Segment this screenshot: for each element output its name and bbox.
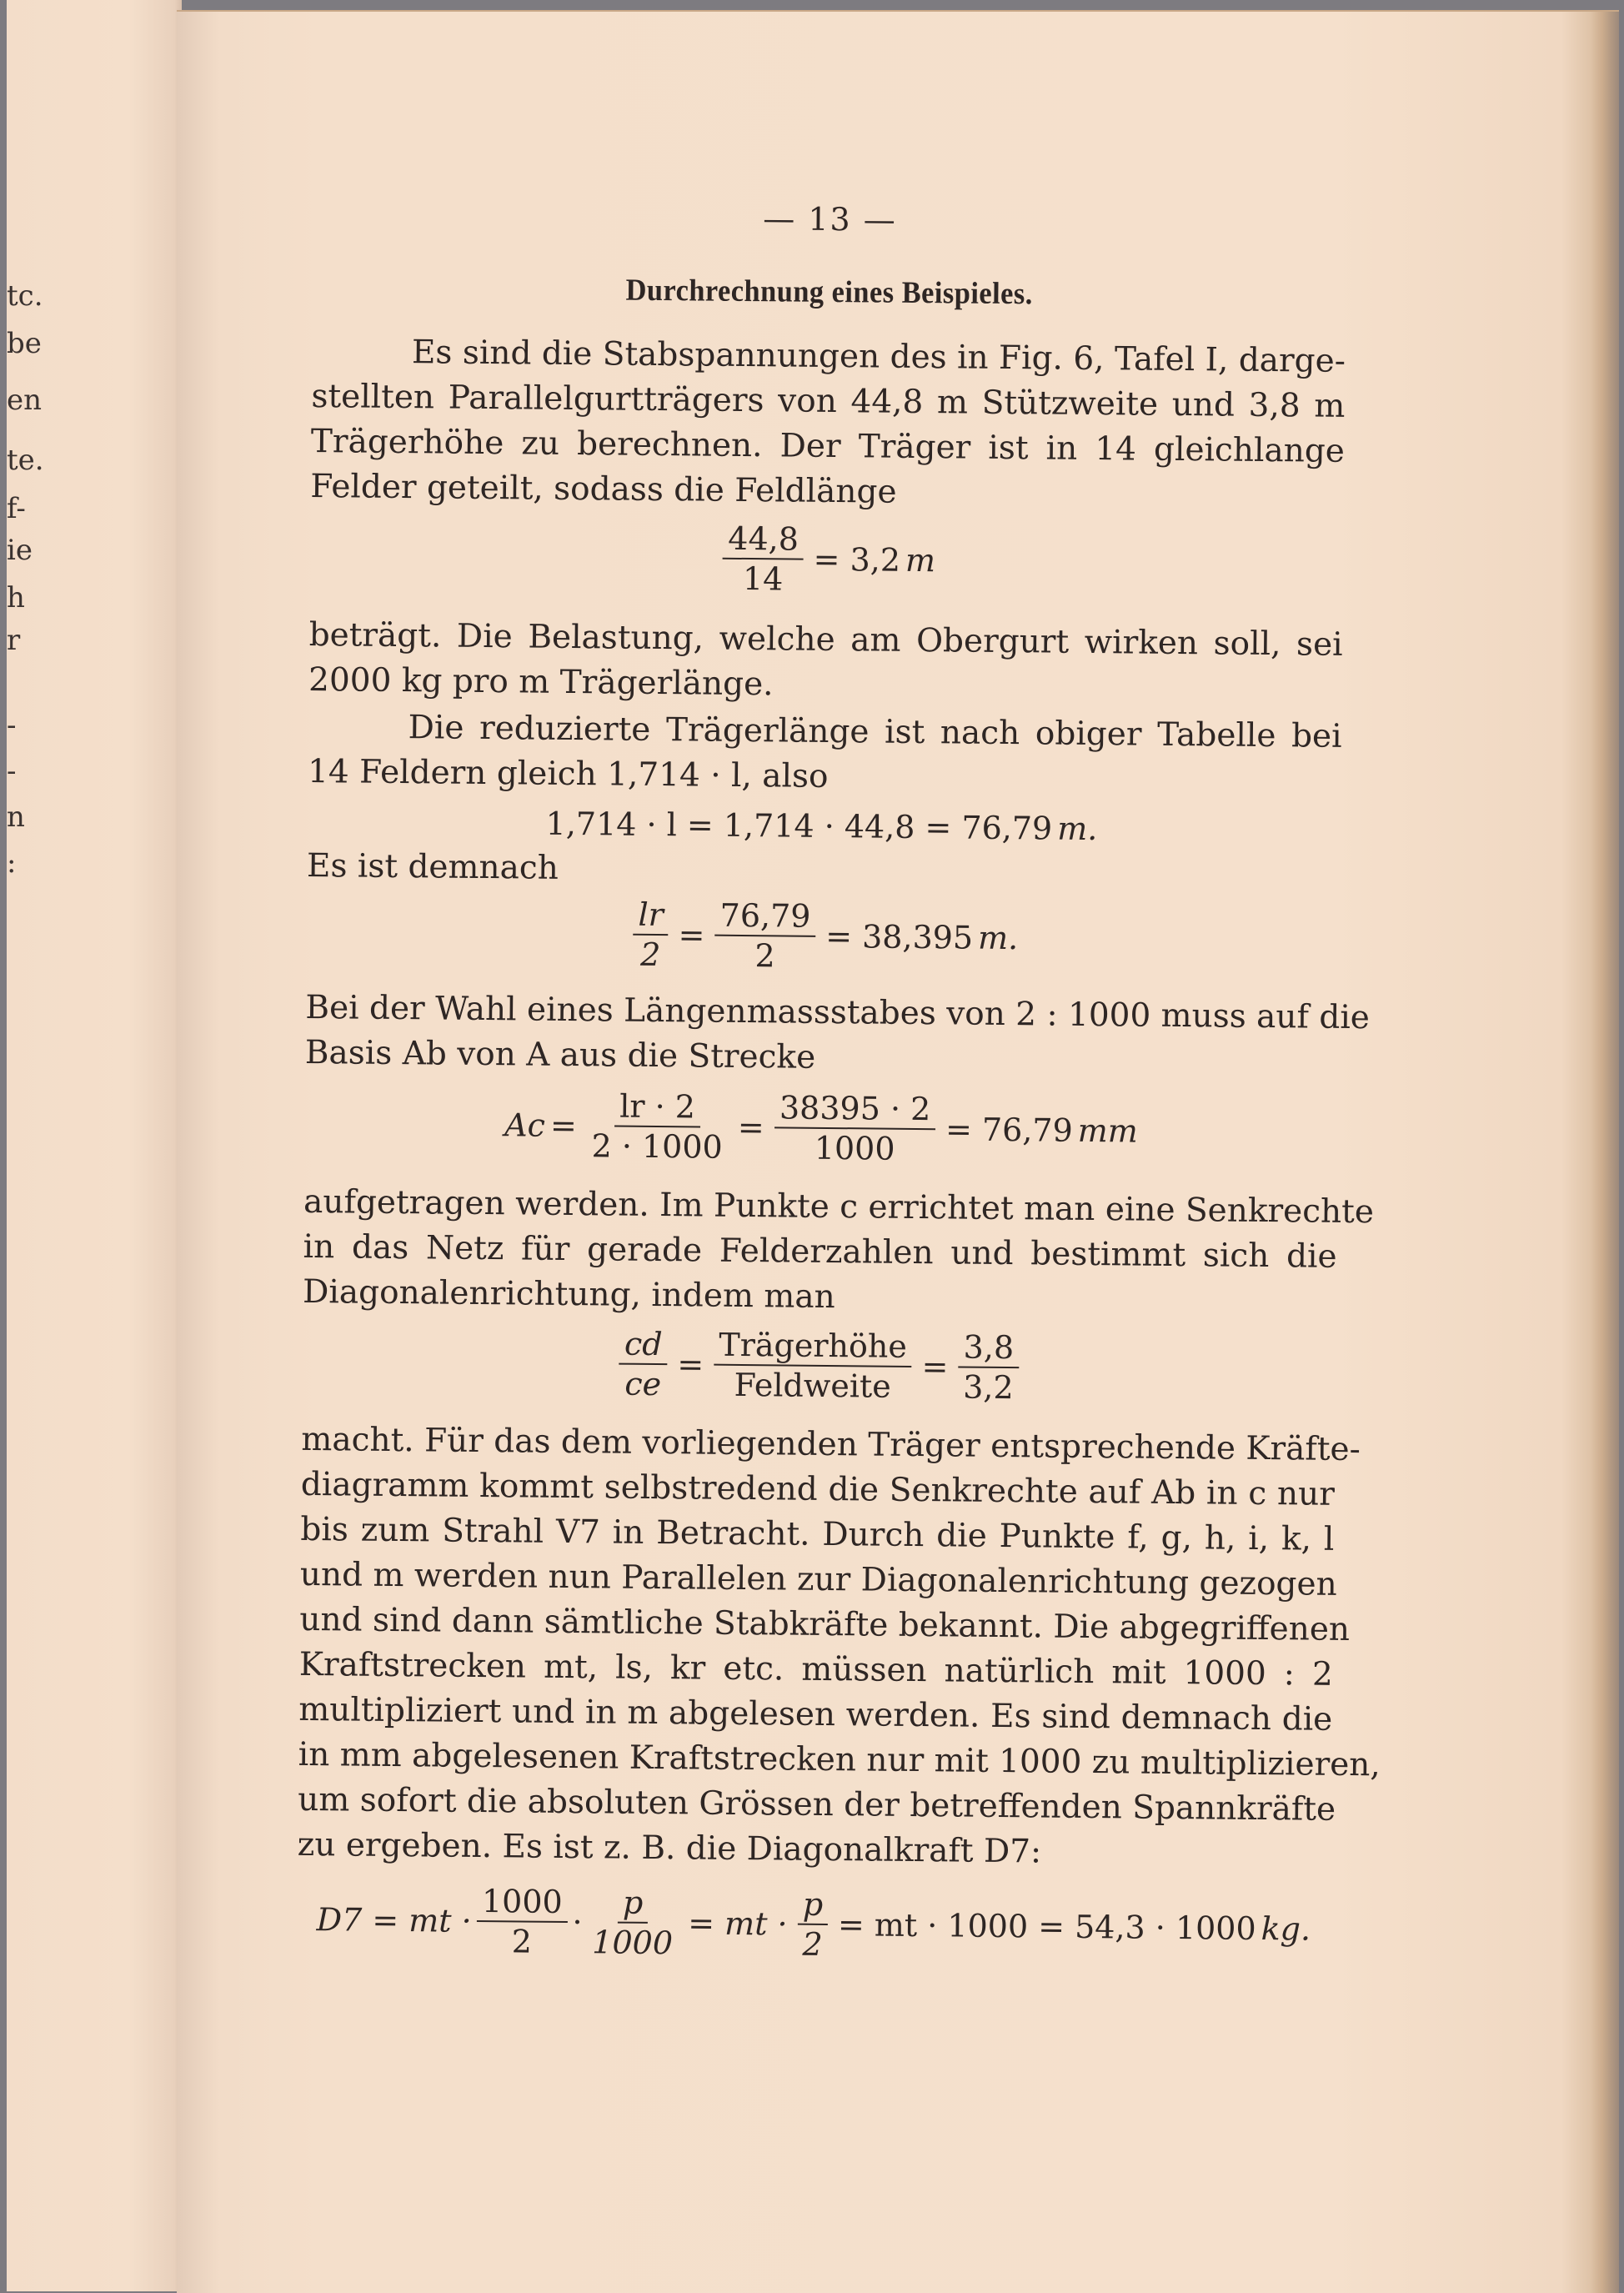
unit: m — [905, 541, 936, 580]
unit: mm — [1077, 1111, 1139, 1150]
unit: kg. — [1261, 1909, 1311, 1948]
margin-fragment: : — [7, 846, 17, 880]
numerator: cd — [619, 1325, 668, 1366]
left-page-margin-text — [7, 0, 57, 2291]
formula-lhs: D7 = mt · — [316, 1901, 472, 1939]
paragraph-7 — [297, 1417, 1381, 1878]
text-line: diagramm kommt selbstredend die Senkrechte auf Ab in c nur — [300, 1465, 1336, 1513]
formula-halbe-laenge: $\frac{lr}{2}$ = $\frac{76,79}{2}$ = 38,395 m. — [306, 892, 1341, 981]
numerator: 44,8 — [723, 519, 804, 560]
denominator: 14 — [742, 559, 784, 598]
formula-mid: = mt · — [688, 1904, 788, 1943]
formula-feldlaenge — [309, 515, 1344, 604]
denominator: 2 · 1000 — [591, 1127, 723, 1166]
fraction — [958, 1327, 1019, 1407]
text-line: stellten Parallelgurtträgers von 44,8 m Stützweite und 3,8 m — [311, 377, 1346, 425]
fraction — [476, 1882, 568, 1961]
denominator: 2 — [511, 1923, 533, 1960]
paragraph-1 — [310, 329, 1346, 519]
denominator: 2 — [802, 1925, 823, 1963]
text-line: beträgt. Die Belastung, welche am Obergurt wirken soll, sei — [308, 615, 1343, 664]
paragraph-2 — [308, 613, 1343, 713]
formula-lhs: Ac — [504, 1106, 546, 1144]
numerator: p — [618, 1884, 649, 1924]
denominator: 3,2 — [963, 1368, 1014, 1407]
numerator: lr · 2 — [614, 1087, 700, 1128]
margin-fragment: r — [7, 624, 21, 657]
section-title: Durchrechnung eines Beispieles. — [625, 273, 1033, 312]
denominator: 2 — [639, 936, 661, 974]
denominator: ce — [624, 1365, 662, 1403]
text-line: macht. Für das dem vorliegenden Träger entsprechende Kräfte- — [301, 1420, 1361, 1469]
margin-fragment: h — [7, 581, 25, 615]
fraction — [587, 1883, 679, 1962]
margin-fragment: - — [7, 709, 17, 742]
numerator: Trägerhöhe — [714, 1326, 912, 1367]
text-line: um sofort die absoluten Grössen der betreffenden Spannkräfte — [298, 1780, 1336, 1829]
formula-text: 1,714 · l = 1,714 · 44,8 = 76,79 — [545, 805, 1053, 847]
margin-fragment: tc. — [7, 279, 43, 313]
formula-result: = 76,79 — [945, 1111, 1073, 1149]
paragraph-5 — [304, 986, 1371, 1086]
formula-diagonalkraft: D7 = mt · $\frac{1000}{2}$ · $\frac{p}{1000}$ = mt · $\frac{p}{2}$ = mt · 1000 = 54,3 · 1000 kg. — [316, 1883, 1311, 1963]
left-page — [7, 0, 182, 2291]
text-line: in mm abgelesenen Kraftstrecken nur mit 1000 zu multiplizieren, — [298, 1735, 1381, 1784]
margin-fragment: be — [7, 327, 42, 360]
formula-strecke-ac: Ac = $\frac{lr \cdot 2}{2 \cdot 1000}$ = $\frac{38395 \cdot 2}{1000}$ = 76,79 mm — [504, 1087, 1139, 1167]
numerator: 1000 — [477, 1882, 568, 1923]
text-line: Diagonalenrichtung, indem man — [302, 1272, 835, 1317]
denominator: 2 — [754, 937, 775, 975]
text-line: multipliziert und in m abgelesen werden. Es sind demnach die — [298, 1690, 1333, 1739]
text-line: zu ergeben. Es ist z. B. die Diagonalkraft D7: — [297, 1825, 1042, 1871]
unit: m. — [977, 919, 1019, 957]
text-line: und m werden nun Parallelen zur Diagonalenrichtung gezogen — [299, 1555, 1337, 1603]
denominator: 1000 — [814, 1129, 895, 1167]
fraction — [619, 1325, 668, 1404]
formula-diagonalenrichtung: $\frac{cd}{ce}$ = $\frac{\text{Trägerhöhe}}{\text{Feldweite}}$ = $\frac{3,8}{3,2}$ — [302, 1322, 1336, 1410]
page-number: — 13 — — [763, 200, 897, 238]
text-line: und sind dann sämtliche Stabkräfte bekannt. Die abgegriffenen — [299, 1600, 1351, 1649]
fraction — [714, 896, 816, 976]
numerator: lr — [633, 896, 669, 936]
paragraph-6 — [302, 1180, 1375, 1325]
margin-fragment: - — [7, 755, 17, 788]
denominator: Feldweite — [734, 1366, 891, 1405]
fraction — [774, 1088, 935, 1168]
text-line: 14 Feldern gleich 1,714 · l, also — [307, 752, 829, 795]
formula-result: = 38,395 — [825, 917, 974, 956]
margin-fragment: en — [7, 384, 43, 417]
text-line: Kraftstrecken mt, ls, kr etc. müssen natürlich mit 1000 : 2 — [298, 1645, 1333, 1693]
text-line: Felder geteilt, sodass die Feldlänge — [310, 467, 897, 511]
text-line: 2000 kg pro m Trägerlänge. — [308, 660, 774, 704]
margin-fragment: ie — [7, 534, 33, 567]
formula-result: = 3,2 — [813, 540, 901, 579]
numerator: 76,79 — [714, 896, 815, 937]
paragraph-3 — [308, 705, 1342, 805]
fraction — [586, 1086, 728, 1167]
text-line: in das Netz für gerade Felderzahlen und bestimmt sich die — [303, 1227, 1337, 1276]
fraction — [633, 896, 669, 974]
text-line: Trägerhöhe zu berechnen. Der Träger ist in 14 gleichlange — [310, 422, 1346, 470]
fraction — [723, 519, 804, 599]
text-line: Basis Ab von A aus die Strecke — [304, 1033, 816, 1076]
text-line: bis zum Strahl V7 in Betracht. Durch die Punkte f, g, h, i, k, l — [300, 1510, 1335, 1558]
numerator: 3,8 — [958, 1327, 1019, 1368]
denominator: 1000 — [592, 1924, 674, 1962]
formula-rest: = mt · 1000 = 54,3 · 1000 — [837, 1906, 1256, 1947]
fraction — [714, 1326, 912, 1406]
text-line: aufgetragen werden. Im Punkte c errichtet man eine Senkrechte — [303, 1182, 1375, 1232]
margin-fragment: te. — [7, 444, 44, 477]
text-line: Bei der Wahl eines Längenmassstabes von 2 : 1000 muss auf die — [305, 988, 1371, 1037]
unit: m. — [1057, 810, 1098, 848]
numerator: 38395 · 2 — [774, 1088, 936, 1130]
text-line: Es sind die Stabspannungen des in Fig. 6, Tafel I, darge- — [411, 334, 1346, 380]
margin-fragment: n — [7, 800, 25, 834]
margin-fragment: f- — [7, 492, 26, 525]
numerator: p — [798, 1885, 829, 1925]
text-line: Es ist demnach — [306, 846, 559, 887]
fraction — [797, 1885, 828, 1964]
text-line: Die reduzierte Trägerlänge ist nach obiger Tabelle bei — [408, 709, 1342, 755]
